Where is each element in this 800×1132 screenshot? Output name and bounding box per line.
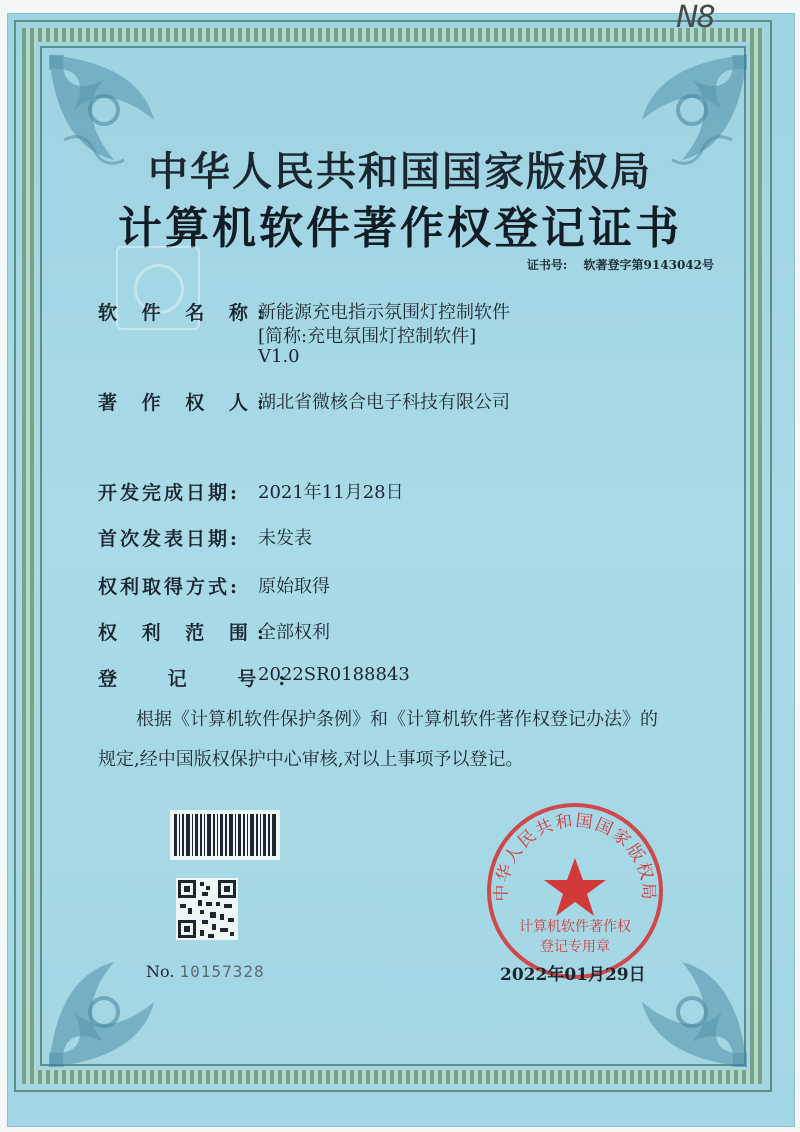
certificate-number-label: 证书号: [526, 258, 568, 272]
serial-number [146, 962, 265, 981]
acquisition-method-value: 原始取得 [258, 576, 330, 597]
completion-date-value: 2021年11月28日 [258, 482, 404, 503]
registration-number-value: 2022SR0188843 [258, 664, 410, 685]
rights-scope-value: 全部权利 [258, 622, 330, 643]
publication-date-label: 首次发表日期: [98, 528, 241, 550]
qr-code-icon [176, 878, 238, 940]
serial-number-prefix: No. [146, 962, 175, 981]
issuer-name: 中华人民共和国国家版权局 [148, 148, 652, 195]
completion-date-label: 开发完成日期: [98, 482, 241, 504]
handwritten-mark: N8 [676, 0, 714, 35]
certificate-title: 计算机软件著作权登记证书 [118, 203, 682, 254]
legal-statement-line: 规定,经中国版权保护中心审核,对以上事项予以登记。 [98, 749, 524, 770]
registration-number-label: 登 记 号: [98, 668, 308, 690]
rights-scope-label: 权 利 范 围: [98, 622, 273, 644]
official-seal-icon [480, 796, 670, 986]
software-name-value: 新能源充电指示氛围灯控制软件 [258, 302, 510, 323]
legal-statement [98, 700, 718, 780]
seal-text-line2: 登记专用章 [540, 939, 610, 955]
copyright-owner-value: 湖北省微核合电子科技有限公司 [258, 392, 510, 413]
svg-text:中华人民共和国国家版权局: 中华人民共和国国家版权局 [491, 810, 659, 902]
certificate-number [527, 256, 714, 273]
barcode-icon [170, 810, 280, 860]
serial-number-value: 10157328 [179, 962, 265, 981]
seal-text-line1: 计算机软件著作权 [519, 919, 631, 935]
legal-statement-line: 根据《计算机软件保护条例》和《计算机软件著作权登记办法》的 [136, 709, 658, 730]
software-short-name: [简称:充电氛围灯控制软件] [258, 326, 477, 347]
software-name-label: 软 件 名 称: [98, 302, 273, 324]
publication-date-value: 未发表 [258, 528, 312, 549]
copyright-owner-label: 著 作 权 人: [98, 392, 273, 414]
acquisition-method-label: 权利取得方式: [98, 576, 241, 598]
corner-ornament-icon [44, 922, 194, 1072]
certificate-number-value: 软著登字第9143042号 [583, 258, 714, 272]
software-version: V1.0 [258, 346, 300, 367]
issue-date: 2022年01月29日 [500, 965, 646, 985]
